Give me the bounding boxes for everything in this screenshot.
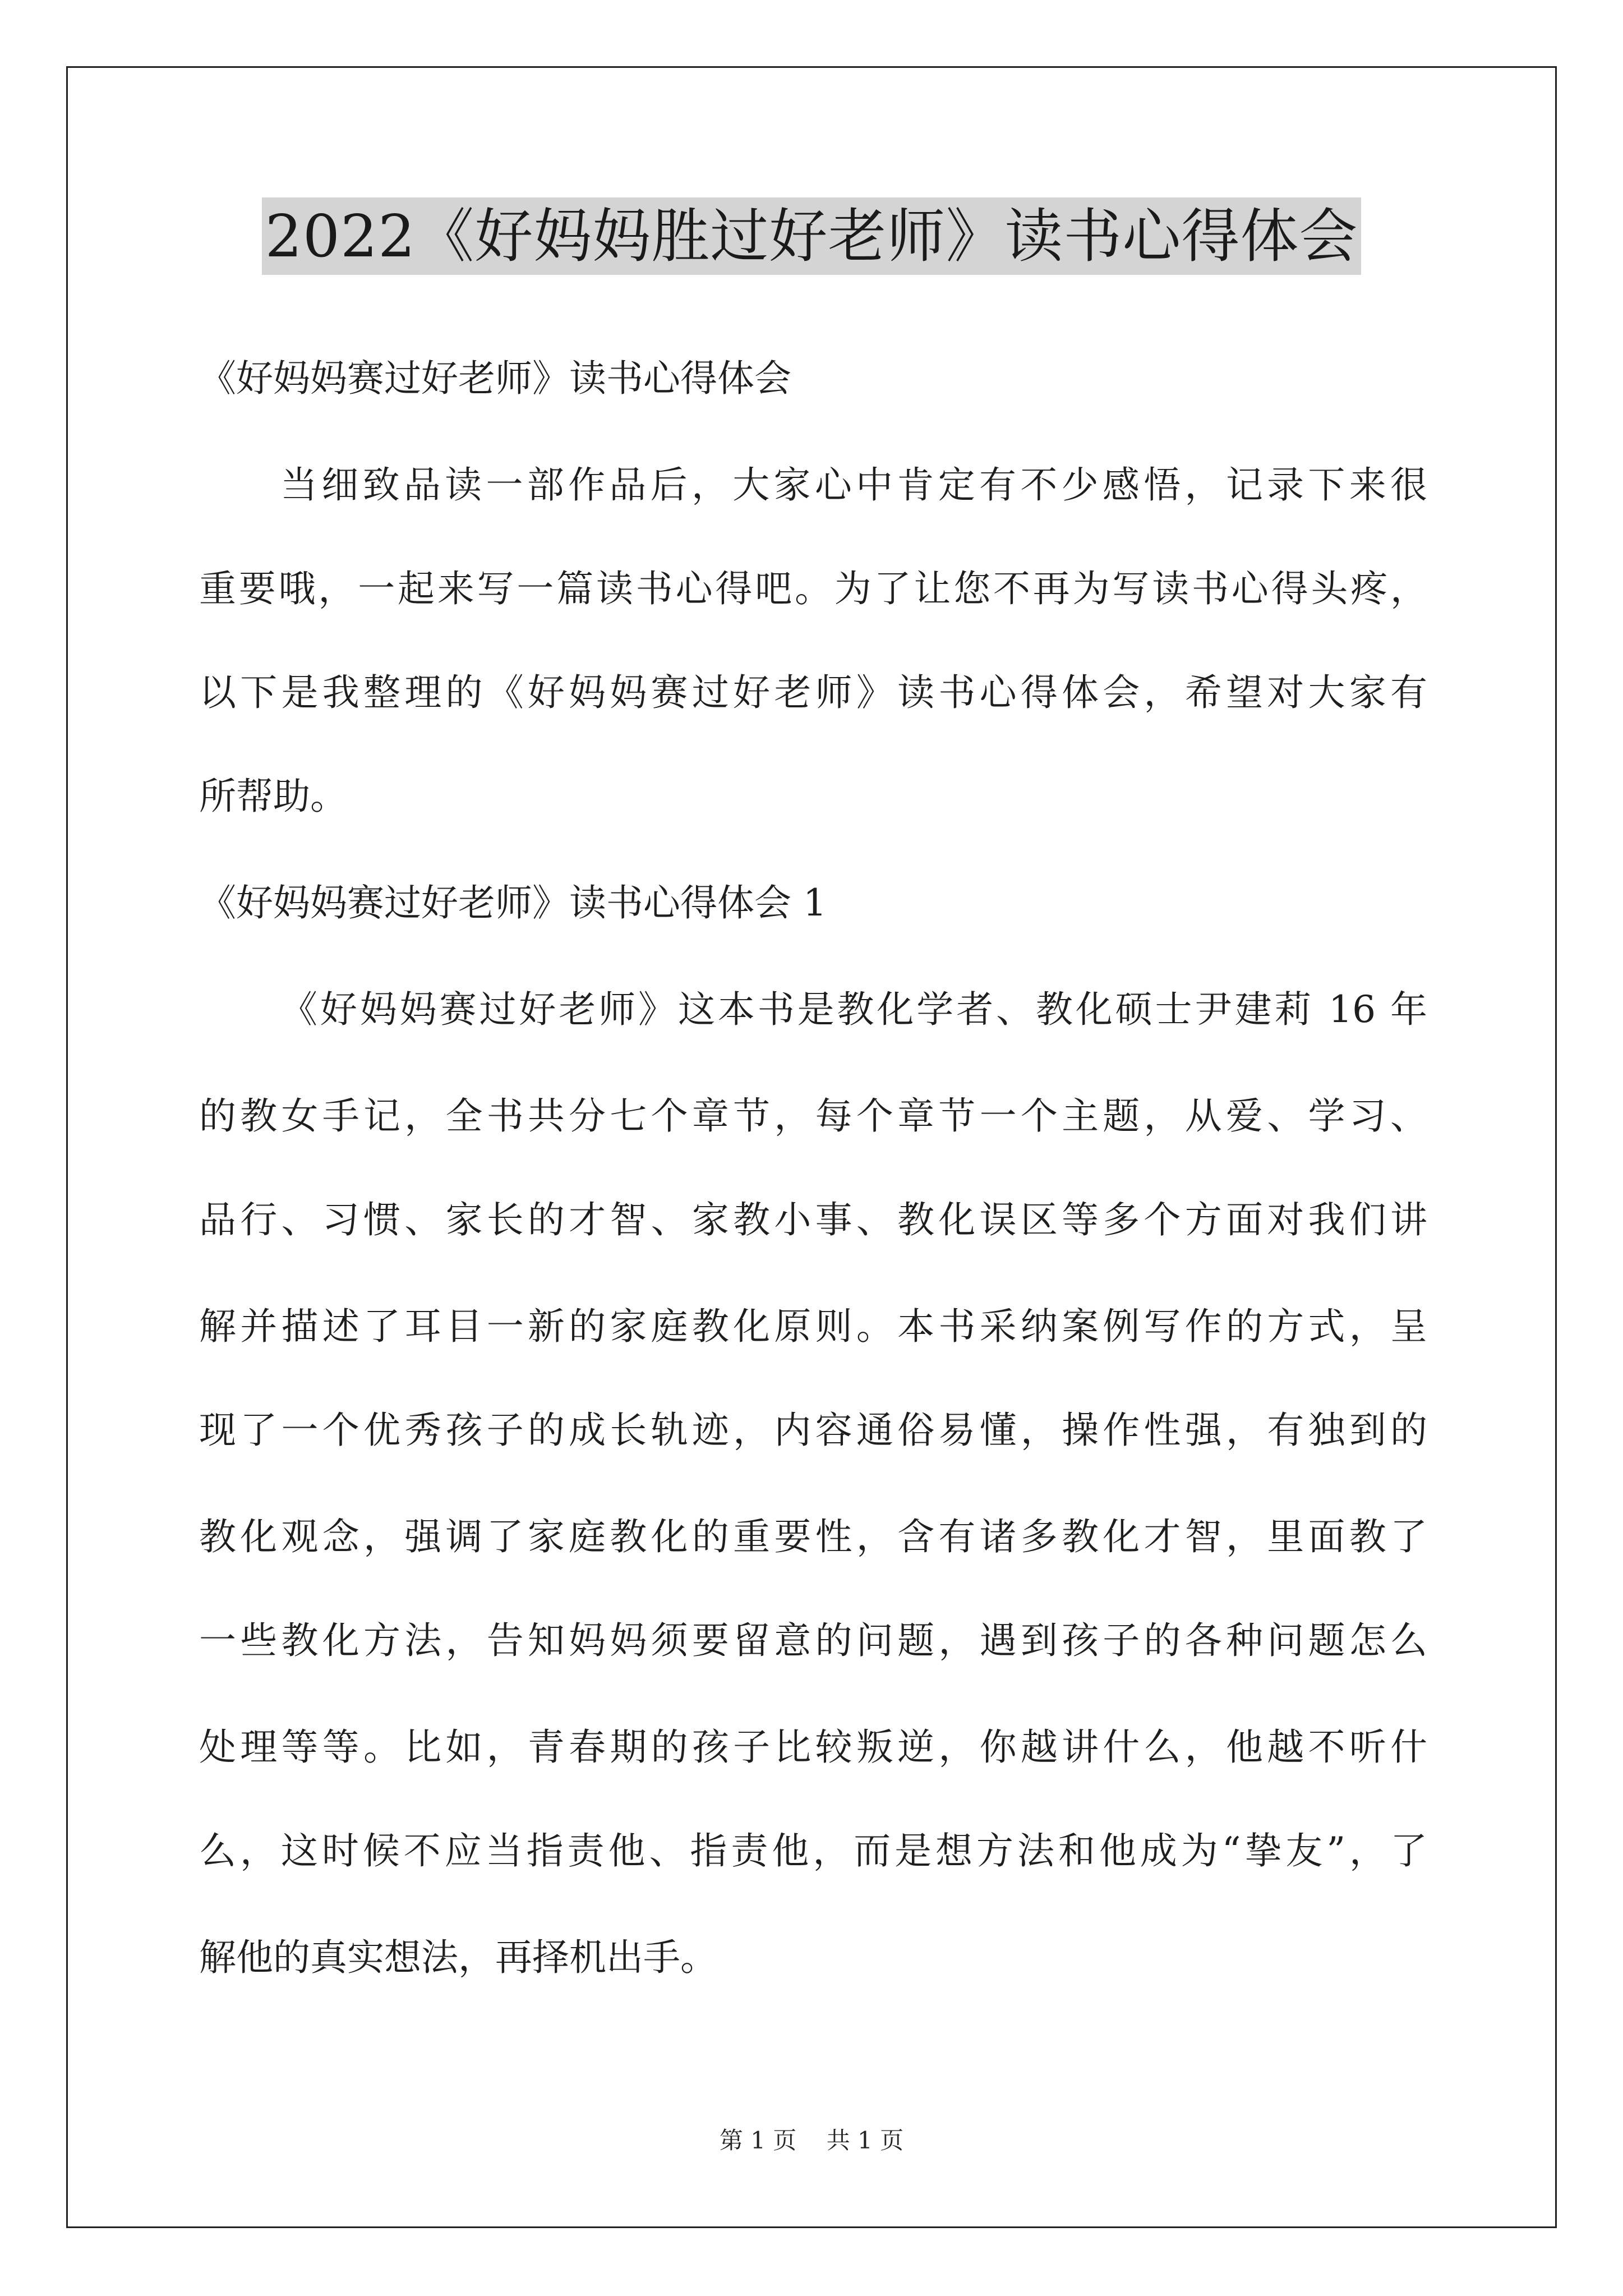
document-title: 2022《好妈妈胜过好老师》读书心得体会: [262, 197, 1362, 275]
body-line: 一些教化方法，告知妈妈须要留意的问题，遇到孩子的各种问题怎么: [199, 1619, 1427, 1662]
body-line: 的教女手记，全书共分七个章节，每个章节一个主题，从爱、学习、: [199, 1094, 1427, 1138]
body-line: 《好妈妈赛过好老师》这本书是教化学者、教化硕士尹建莉 16 年: [280, 988, 1427, 1031]
body-line: 解并描述了耳目一新的家庭教化原则。本书采纳案例写作的方式，呈: [199, 1305, 1427, 1348]
section-heading: 《好妈妈赛过好老师》读书心得体会 1: [199, 881, 827, 924]
body-line: 现了一个优秀孩子的成长轨迹，内容通俗易懂，操作性强，有独到的: [199, 1409, 1427, 1452]
intro-line: 所帮助。: [199, 775, 347, 818]
title-container: [0, 197, 1623, 275]
intro-line: 当细致品读一部作品后，大家心中肯定有不少感悟，记录下来很: [280, 463, 1427, 507]
body-line: 解他的真实想法，再择机出手。: [199, 1936, 717, 1979]
document-subtitle: 《好妈妈赛过好老师》读书心得体会: [199, 357, 791, 400]
body-line: 处理等等。比如，青春期的孩子比较叛逆，你越讲什么，他越不听什: [199, 1726, 1427, 1769]
body-line: 么，这时候不应当指责他、指责他，而是想方法和他成为“挚友”，了: [199, 1829, 1427, 1872]
page-number-footer: 第 1 页 共 1 页: [719, 2127, 904, 2154]
intro-line: 重要哦，一起来写一篇读书心得吧。为了让您不再为写读书心得头疼，: [199, 567, 1427, 610]
intro-line: 以下是我整理的《好妈妈赛过好老师》读书心得体会，希望对大家有: [199, 671, 1427, 714]
body-line: 教化观念，强调了家庭教化的重要性，含有诸多教化才智，里面教了: [199, 1515, 1427, 1558]
body-line: 品行、习惯、家长的才智、家教小事、教化误区等多个方面对我们讲: [199, 1198, 1427, 1241]
